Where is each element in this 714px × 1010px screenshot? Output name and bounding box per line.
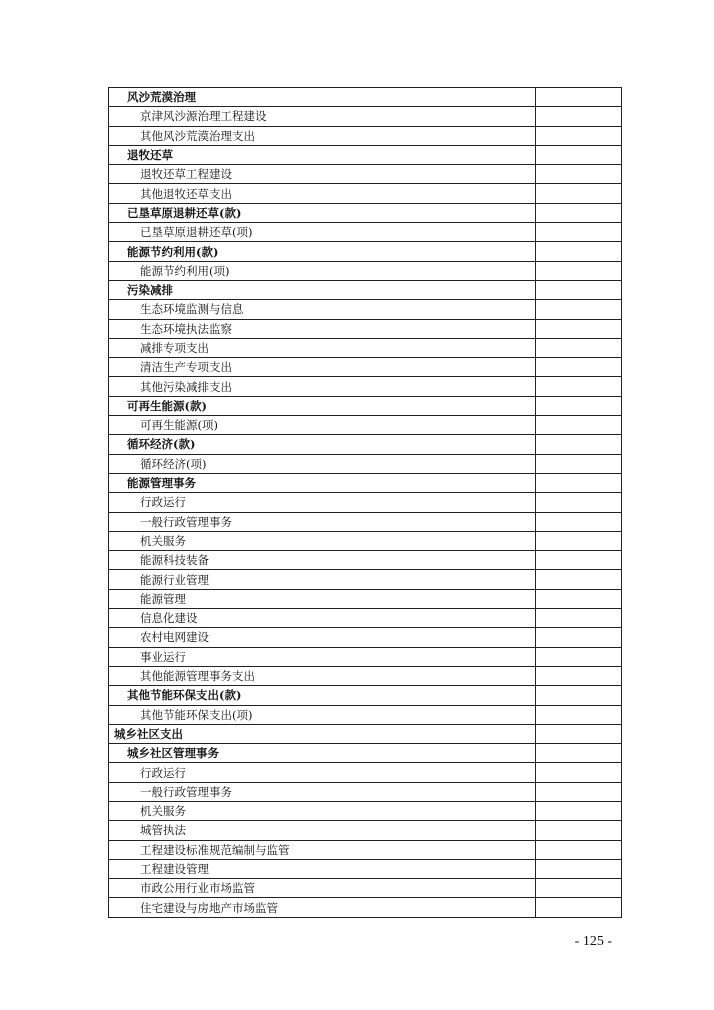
table-row <box>109 377 622 396</box>
row-amount-cell <box>536 531 622 550</box>
row-amount-cell <box>536 203 622 222</box>
row-amount-cell <box>536 744 622 763</box>
row-amount-cell <box>536 763 622 782</box>
table-row <box>109 416 622 435</box>
row-label: 京津风沙源治理工程建设 <box>109 107 536 126</box>
row-label: 一般行政管理事务 <box>109 782 536 801</box>
row-label: 风沙荒漠治理 <box>109 88 536 107</box>
budget-expenditure-table <box>108 87 622 918</box>
table-row <box>109 647 622 666</box>
table-row <box>109 628 622 647</box>
row-label: 减排专项支出 <box>109 338 536 357</box>
row-label: 城乡社区管理事务 <box>109 744 536 763</box>
row-label: 能源科技装备 <box>109 551 536 570</box>
table-row <box>109 473 622 492</box>
row-amount-cell <box>536 126 622 145</box>
table-row <box>109 609 622 628</box>
table-row <box>109 898 622 917</box>
row-amount-cell <box>536 242 622 261</box>
row-label: 行政运行 <box>109 493 536 512</box>
row-amount-cell <box>536 145 622 164</box>
table-row <box>109 763 622 782</box>
row-amount-cell <box>536 493 622 512</box>
row-label: 退牧还草 <box>109 145 536 164</box>
row-label: 污染减排 <box>109 280 536 299</box>
row-amount-cell <box>536 512 622 531</box>
row-amount-cell <box>536 223 622 242</box>
row-label: 城管执法 <box>109 821 536 840</box>
table-row <box>109 724 622 743</box>
row-label: 其他污染减排支出 <box>109 377 536 396</box>
table-row <box>109 396 622 415</box>
table-row <box>109 859 622 878</box>
table-row <box>109 821 622 840</box>
row-amount-cell <box>536 898 622 917</box>
row-label: 能源行业管理 <box>109 570 536 589</box>
table-row <box>109 126 622 145</box>
row-amount-cell <box>536 551 622 570</box>
row-amount-cell <box>536 647 622 666</box>
row-amount-cell <box>536 435 622 454</box>
table-row <box>109 358 622 377</box>
row-label: 能源节约利用(款) <box>109 242 536 261</box>
table-row <box>109 570 622 589</box>
row-amount-cell <box>536 589 622 608</box>
row-label: 工程建设标准规范编制与监管 <box>109 840 536 859</box>
table-row <box>109 203 622 222</box>
row-label: 循环经济(项) <box>109 454 536 473</box>
row-label: 信息化建设 <box>109 609 536 628</box>
table-row <box>109 744 622 763</box>
row-amount-cell <box>536 416 622 435</box>
table-row <box>109 705 622 724</box>
row-amount-cell <box>536 319 622 338</box>
table-row <box>109 88 622 107</box>
row-label: 机关服务 <box>109 531 536 550</box>
row-label: 生态环境执法监察 <box>109 319 536 338</box>
table-row <box>109 801 622 820</box>
row-amount-cell <box>536 261 622 280</box>
table-row <box>109 107 622 126</box>
row-label: 一般行政管理事务 <box>109 512 536 531</box>
row-amount-cell <box>536 821 622 840</box>
row-label: 能源管理事务 <box>109 473 536 492</box>
table-row <box>109 242 622 261</box>
row-label: 其他节能环保支出(款) <box>109 686 536 705</box>
table-row <box>109 666 622 685</box>
row-label: 城乡社区支出 <box>109 724 536 743</box>
table-row <box>109 261 622 280</box>
row-label: 循环经济(款) <box>109 435 536 454</box>
row-amount-cell <box>536 88 622 107</box>
table-row <box>109 512 622 531</box>
row-amount-cell <box>536 300 622 319</box>
page-number: - 125 - <box>574 934 612 949</box>
row-label: 已垦草原退耕还草(款) <box>109 203 536 222</box>
row-label: 住宅建设与房地产市场监管 <box>109 898 536 917</box>
row-label: 已垦草原退耕还草(项) <box>109 223 536 242</box>
row-label: 能源节约利用(项) <box>109 261 536 280</box>
table-row <box>109 338 622 357</box>
table-row <box>109 435 622 454</box>
row-label: 事业运行 <box>109 647 536 666</box>
row-amount-cell <box>536 165 622 184</box>
row-amount-cell <box>536 107 622 126</box>
row-amount-cell <box>536 358 622 377</box>
row-amount-cell <box>536 280 622 299</box>
row-amount-cell <box>536 782 622 801</box>
row-amount-cell <box>536 859 622 878</box>
row-label: 能源管理 <box>109 589 536 608</box>
table-row <box>109 280 622 299</box>
row-label: 可再生能源(项) <box>109 416 536 435</box>
row-amount-cell <box>536 338 622 357</box>
row-label: 退牧还草工程建设 <box>109 165 536 184</box>
row-amount-cell <box>536 570 622 589</box>
table-row <box>109 300 622 319</box>
row-amount-cell <box>536 705 622 724</box>
row-label: 清洁生产专项支出 <box>109 358 536 377</box>
row-amount-cell <box>536 609 622 628</box>
table-row <box>109 454 622 473</box>
row-amount-cell <box>536 840 622 859</box>
row-amount-cell <box>536 801 622 820</box>
row-amount-cell <box>536 184 622 203</box>
row-amount-cell <box>536 686 622 705</box>
row-amount-cell <box>536 879 622 898</box>
table-row <box>109 551 622 570</box>
row-label: 行政运行 <box>109 763 536 782</box>
row-label: 农村电网建设 <box>109 628 536 647</box>
row-amount-cell <box>536 473 622 492</box>
row-label: 其他节能环保支出(项) <box>109 705 536 724</box>
row-amount-cell <box>536 628 622 647</box>
table-row <box>109 531 622 550</box>
table-row <box>109 165 622 184</box>
row-amount-cell <box>536 396 622 415</box>
row-amount-cell <box>536 454 622 473</box>
row-label: 生态环境监测与信息 <box>109 300 536 319</box>
table-row <box>109 589 622 608</box>
table-row <box>109 840 622 859</box>
row-label: 其他退牧还草支出 <box>109 184 536 203</box>
row-label: 工程建设管理 <box>109 859 536 878</box>
row-label: 可再生能源(款) <box>109 396 536 415</box>
table-row <box>109 145 622 164</box>
row-label: 其他风沙荒漠治理支出 <box>109 126 536 145</box>
table-row <box>109 686 622 705</box>
table-row <box>109 184 622 203</box>
row-amount-cell <box>536 724 622 743</box>
table-row <box>109 879 622 898</box>
table-row <box>109 782 622 801</box>
row-label: 市政公用行业市场监管 <box>109 879 536 898</box>
row-amount-cell <box>536 666 622 685</box>
row-label: 其他能源管理事务支出 <box>109 666 536 685</box>
table-row <box>109 319 622 338</box>
table-body <box>109 88 622 918</box>
row-label: 机关服务 <box>109 801 536 820</box>
row-amount-cell <box>536 377 622 396</box>
table-row <box>109 493 622 512</box>
table-row <box>109 223 622 242</box>
